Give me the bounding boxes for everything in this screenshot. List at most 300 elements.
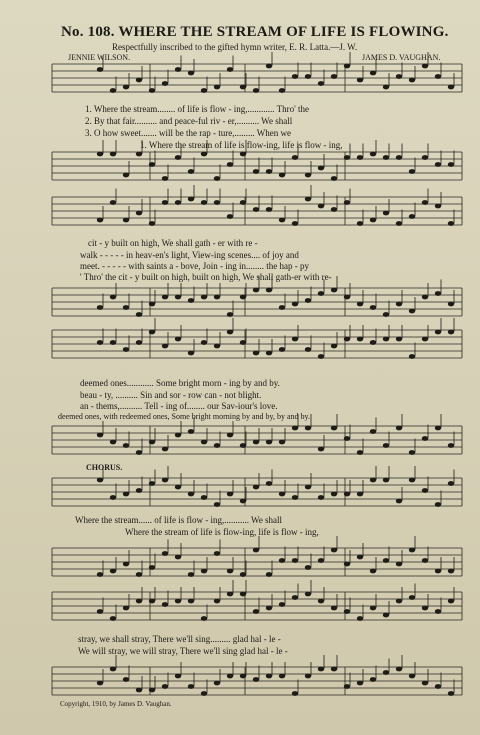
notehead bbox=[136, 572, 142, 577]
lyric-line: 1. Where the stream........ of life is flow - ing,............ Thro' the bbox=[85, 104, 309, 114]
notehead bbox=[175, 674, 181, 679]
notehead bbox=[279, 88, 285, 93]
notehead bbox=[227, 67, 233, 72]
notehead bbox=[201, 340, 207, 345]
notehead bbox=[266, 207, 272, 212]
notehead bbox=[188, 684, 194, 689]
dedication: Respectfully inscribed to the gifted hymn writer, E. R. Latta.—J. W. bbox=[112, 42, 358, 52]
notehead bbox=[136, 488, 142, 493]
notehead bbox=[279, 173, 285, 178]
lyric-line: walk - - - - - in heav-en's light, View-ing scenes.... of joy and bbox=[80, 250, 299, 260]
notehead bbox=[240, 499, 246, 504]
notehead bbox=[188, 71, 194, 76]
notehead bbox=[201, 440, 207, 445]
notehead bbox=[318, 166, 324, 171]
notehead bbox=[396, 599, 402, 604]
notehead bbox=[422, 155, 428, 160]
notehead bbox=[110, 495, 116, 500]
notehead bbox=[435, 162, 441, 167]
notehead bbox=[136, 340, 142, 345]
notehead bbox=[344, 436, 350, 441]
notehead bbox=[435, 684, 441, 689]
notehead bbox=[266, 572, 272, 577]
notehead bbox=[214, 599, 220, 604]
notehead bbox=[240, 295, 246, 300]
notehead bbox=[318, 447, 324, 452]
lyric-line: Where the stream...... of life is flow - ing,........... We shall bbox=[75, 515, 283, 525]
notehead bbox=[97, 152, 103, 157]
notehead bbox=[240, 572, 246, 577]
notehead bbox=[162, 478, 168, 483]
notehead bbox=[110, 440, 116, 445]
notehead bbox=[136, 312, 142, 317]
notehead bbox=[383, 443, 389, 448]
notehead bbox=[435, 330, 441, 335]
notehead bbox=[123, 492, 129, 497]
notehead bbox=[253, 485, 259, 490]
notehead bbox=[136, 211, 142, 216]
notehead bbox=[370, 429, 376, 434]
notehead bbox=[279, 492, 285, 497]
notehead bbox=[136, 152, 142, 157]
notehead bbox=[396, 667, 402, 672]
notehead bbox=[435, 502, 441, 507]
notehead bbox=[344, 492, 350, 497]
notehead bbox=[292, 74, 298, 79]
notehead bbox=[253, 288, 259, 293]
notehead bbox=[448, 481, 454, 486]
notehead bbox=[149, 302, 155, 307]
notehead bbox=[331, 548, 337, 553]
notehead bbox=[370, 606, 376, 611]
notehead bbox=[292, 302, 298, 307]
notehead bbox=[396, 74, 402, 79]
notehead bbox=[383, 312, 389, 317]
notehead bbox=[409, 214, 415, 219]
notehead bbox=[266, 288, 272, 293]
notehead bbox=[110, 152, 116, 157]
notehead bbox=[409, 78, 415, 83]
notehead bbox=[435, 569, 441, 574]
notehead bbox=[162, 176, 168, 181]
notehead bbox=[201, 152, 207, 157]
notehead bbox=[162, 81, 168, 86]
notehead bbox=[396, 562, 402, 567]
notehead bbox=[227, 214, 233, 219]
notehead bbox=[240, 592, 246, 597]
notehead bbox=[331, 606, 337, 611]
notehead bbox=[383, 670, 389, 675]
notehead bbox=[344, 295, 350, 300]
notehead bbox=[409, 595, 415, 600]
notehead bbox=[149, 162, 155, 167]
notehead bbox=[123, 85, 129, 90]
notehead bbox=[97, 218, 103, 223]
notehead bbox=[214, 502, 220, 507]
notehead bbox=[422, 200, 428, 205]
notehead bbox=[110, 569, 116, 574]
notehead bbox=[292, 337, 298, 342]
notehead bbox=[357, 616, 363, 621]
notehead bbox=[149, 599, 155, 604]
notehead bbox=[448, 302, 454, 307]
notehead bbox=[331, 176, 337, 181]
lyric-line: cit - y built on high, We shall gath - er with re - bbox=[88, 238, 258, 248]
notehead bbox=[344, 200, 350, 205]
notehead bbox=[331, 492, 337, 497]
notehead bbox=[162, 344, 168, 349]
notehead bbox=[357, 555, 363, 560]
notehead bbox=[357, 221, 363, 226]
notehead bbox=[253, 548, 259, 553]
notehead bbox=[149, 688, 155, 693]
notehead bbox=[422, 64, 428, 69]
notehead bbox=[110, 295, 116, 300]
notehead bbox=[188, 492, 194, 497]
notehead bbox=[357, 337, 363, 342]
notehead bbox=[149, 565, 155, 570]
notehead bbox=[305, 565, 311, 570]
notehead bbox=[396, 302, 402, 307]
notehead bbox=[175, 599, 181, 604]
notehead bbox=[383, 558, 389, 563]
notehead bbox=[201, 88, 207, 93]
notehead bbox=[383, 211, 389, 216]
notehead bbox=[370, 71, 376, 76]
notehead bbox=[201, 569, 207, 574]
notehead bbox=[448, 569, 454, 574]
notehead bbox=[240, 340, 246, 345]
notehead bbox=[305, 674, 311, 679]
notehead bbox=[214, 176, 220, 181]
notehead bbox=[227, 312, 233, 317]
notehead bbox=[227, 492, 233, 497]
notehead bbox=[409, 548, 415, 553]
notehead bbox=[110, 616, 116, 621]
notehead bbox=[318, 81, 324, 86]
notehead bbox=[188, 599, 194, 604]
notehead bbox=[357, 450, 363, 455]
notehead bbox=[396, 155, 402, 160]
notehead bbox=[435, 609, 441, 614]
notehead bbox=[123, 218, 129, 223]
notehead bbox=[409, 169, 415, 174]
notehead bbox=[318, 667, 324, 672]
notehead bbox=[149, 330, 155, 335]
notehead bbox=[110, 340, 116, 345]
notehead bbox=[227, 330, 233, 335]
lyric-line: 2. By that fair.......... and peace-ful riv - er,.......... We shall bbox=[85, 116, 293, 126]
notehead bbox=[318, 291, 324, 296]
notehead bbox=[123, 562, 129, 567]
notehead bbox=[422, 488, 428, 493]
notehead bbox=[331, 288, 337, 293]
notehead bbox=[422, 295, 428, 300]
lyric-line: meet. - - - - - with saints a - bove, Join - ing in........ the hap - py bbox=[80, 261, 309, 271]
notehead bbox=[357, 681, 363, 686]
notehead bbox=[318, 495, 324, 500]
notehead bbox=[266, 606, 272, 611]
notehead bbox=[175, 67, 181, 72]
notehead bbox=[162, 602, 168, 607]
notehead bbox=[214, 681, 220, 686]
notehead bbox=[305, 74, 311, 79]
notehead bbox=[175, 337, 181, 342]
notehead bbox=[422, 337, 428, 342]
notehead bbox=[175, 485, 181, 490]
notehead bbox=[448, 221, 454, 226]
notehead bbox=[331, 426, 337, 431]
notehead bbox=[344, 337, 350, 342]
lyric-line: an - thems,.......... Tell - ing of........ our Sav-iour's love. bbox=[80, 401, 278, 411]
notehead bbox=[292, 155, 298, 160]
notehead bbox=[435, 426, 441, 431]
notehead bbox=[136, 599, 142, 604]
notehead bbox=[136, 450, 142, 455]
poet-credit: JENNIE WILSON. bbox=[68, 53, 131, 62]
notehead bbox=[188, 197, 194, 202]
notehead bbox=[188, 572, 194, 577]
notehead bbox=[162, 200, 168, 205]
notehead bbox=[227, 433, 233, 438]
notehead bbox=[396, 499, 402, 504]
notehead bbox=[110, 667, 116, 672]
copyright-notice: Copyright, 1910, by James D. Vaughan. bbox=[60, 700, 172, 708]
notehead bbox=[227, 674, 233, 679]
notehead bbox=[227, 162, 233, 167]
notehead bbox=[383, 337, 389, 342]
notehead bbox=[240, 85, 246, 90]
notehead bbox=[422, 606, 428, 611]
lyric-line: ' Thro' the cit - y built on high, built on high, We shall gath-er with re- bbox=[80, 272, 332, 282]
notehead bbox=[149, 88, 155, 93]
notehead bbox=[240, 200, 246, 205]
notehead bbox=[292, 426, 298, 431]
notehead bbox=[357, 78, 363, 83]
notehead bbox=[149, 221, 155, 226]
notehead bbox=[370, 152, 376, 157]
notehead bbox=[318, 354, 324, 359]
notehead bbox=[383, 478, 389, 483]
notehead bbox=[292, 691, 298, 696]
notehead bbox=[175, 295, 181, 300]
notehead bbox=[370, 677, 376, 682]
notehead bbox=[409, 674, 415, 679]
notehead bbox=[175, 200, 181, 205]
lyric-line: Where the stream of life is flow-ing, life is flow - ing, bbox=[125, 527, 319, 537]
notehead bbox=[201, 295, 207, 300]
notehead bbox=[370, 569, 376, 574]
notehead bbox=[305, 298, 311, 303]
notehead bbox=[318, 599, 324, 604]
notehead bbox=[240, 674, 246, 679]
notehead bbox=[305, 347, 311, 352]
notehead bbox=[253, 169, 259, 174]
notehead bbox=[110, 88, 116, 93]
notehead bbox=[370, 340, 376, 345]
notehead bbox=[448, 85, 454, 90]
notehead bbox=[448, 443, 454, 448]
notehead bbox=[279, 440, 285, 445]
notehead bbox=[253, 440, 259, 445]
notehead bbox=[162, 447, 168, 452]
notehead bbox=[305, 173, 311, 178]
notehead bbox=[123, 173, 129, 178]
notehead bbox=[149, 440, 155, 445]
notehead bbox=[279, 347, 285, 352]
notehead bbox=[110, 200, 116, 205]
notehead bbox=[266, 169, 272, 174]
notehead bbox=[383, 613, 389, 618]
notehead bbox=[214, 200, 220, 205]
lyric-line: We will stray, we will stray, There we'll sing glad hal - le - bbox=[78, 646, 288, 656]
notehead bbox=[292, 221, 298, 226]
notehead bbox=[97, 340, 103, 345]
notehead bbox=[318, 558, 324, 563]
notehead bbox=[422, 558, 428, 563]
notehead bbox=[188, 351, 194, 356]
notehead bbox=[175, 555, 181, 560]
notehead bbox=[396, 337, 402, 342]
notehead bbox=[227, 592, 233, 597]
notehead bbox=[266, 64, 272, 69]
composer-credit: JAMES D. VAUGHAN. bbox=[362, 53, 441, 62]
notehead bbox=[97, 433, 103, 438]
notehead bbox=[331, 207, 337, 212]
lyric-line: deemed ones............ Some bright morn - ing by and by. bbox=[80, 378, 280, 388]
notehead bbox=[97, 478, 103, 483]
notehead bbox=[253, 609, 259, 614]
notehead bbox=[370, 218, 376, 223]
notehead bbox=[214, 295, 220, 300]
notehead bbox=[214, 443, 220, 448]
notehead bbox=[305, 197, 311, 202]
notehead bbox=[344, 609, 350, 614]
lyric-line: deemed ones, with redeemed ones, Some bright morning by and by, by and by. bbox=[58, 412, 311, 421]
notehead bbox=[214, 85, 220, 90]
notehead bbox=[123, 305, 129, 310]
notehead bbox=[318, 204, 324, 209]
notehead bbox=[279, 218, 285, 223]
notehead bbox=[188, 298, 194, 303]
notehead bbox=[201, 495, 207, 500]
notehead bbox=[279, 305, 285, 310]
notehead bbox=[409, 478, 415, 483]
notehead bbox=[448, 330, 454, 335]
notehead bbox=[214, 344, 220, 349]
hymn-title: No. 108. WHERE THE STREAM OF LIFE IS FLOWING. bbox=[61, 24, 449, 40]
notehead bbox=[162, 684, 168, 689]
notehead bbox=[266, 481, 272, 486]
lyric-line: 1. Where the stream of life is flow-ing, life is flow - ing, bbox=[140, 140, 343, 150]
notehead bbox=[279, 674, 285, 679]
notehead bbox=[370, 305, 376, 310]
notehead bbox=[448, 599, 454, 604]
notehead bbox=[123, 347, 129, 352]
notehead bbox=[331, 74, 337, 79]
notehead bbox=[97, 572, 103, 577]
notehead bbox=[344, 64, 350, 69]
notehead bbox=[331, 667, 337, 672]
notehead bbox=[188, 169, 194, 174]
notehead bbox=[97, 609, 103, 614]
lyric-line: beau - ty, .......... Sin and sor - row can - not blight. bbox=[80, 390, 262, 400]
notehead bbox=[331, 344, 337, 349]
notehead bbox=[227, 569, 233, 574]
notehead bbox=[175, 433, 181, 438]
notehead bbox=[123, 677, 129, 682]
notehead bbox=[344, 155, 350, 160]
notehead bbox=[292, 558, 298, 563]
notehead bbox=[370, 478, 376, 483]
notehead bbox=[344, 562, 350, 567]
notehead bbox=[279, 602, 285, 607]
notehead bbox=[292, 595, 298, 600]
notehead bbox=[435, 74, 441, 79]
notehead bbox=[344, 684, 350, 689]
notehead bbox=[305, 426, 311, 431]
notehead bbox=[305, 485, 311, 490]
notehead bbox=[123, 606, 129, 611]
notehead bbox=[162, 295, 168, 300]
notehead bbox=[97, 305, 103, 310]
notehead bbox=[409, 354, 415, 359]
notehead bbox=[188, 429, 194, 434]
notehead bbox=[136, 688, 142, 693]
notehead bbox=[357, 492, 363, 497]
notehead bbox=[201, 200, 207, 205]
notehead bbox=[422, 436, 428, 441]
notehead bbox=[162, 551, 168, 556]
chorus-label: CHORUS. bbox=[86, 463, 123, 472]
notehead bbox=[240, 443, 246, 448]
notehead bbox=[422, 681, 428, 686]
notehead bbox=[396, 221, 402, 226]
notehead bbox=[409, 450, 415, 455]
notehead bbox=[448, 162, 454, 167]
lyric-line: 3. O how sweet....... will be the rap - ture,......... When we bbox=[85, 128, 292, 138]
notehead bbox=[448, 691, 454, 696]
notehead bbox=[149, 481, 155, 486]
notehead bbox=[435, 204, 441, 209]
notehead bbox=[97, 67, 103, 72]
notehead bbox=[435, 291, 441, 296]
notehead bbox=[266, 674, 272, 679]
notehead bbox=[279, 558, 285, 563]
notehead bbox=[214, 551, 220, 556]
notehead bbox=[136, 78, 142, 83]
notehead bbox=[253, 207, 259, 212]
notehead bbox=[201, 691, 207, 696]
notehead bbox=[240, 152, 246, 157]
notehead bbox=[396, 426, 402, 431]
notehead bbox=[292, 495, 298, 500]
lyric-line: stray, we shall stray, There we'll sing......... glad hal - le - bbox=[78, 634, 281, 644]
notehead bbox=[253, 677, 259, 682]
notehead bbox=[383, 85, 389, 90]
notehead bbox=[201, 616, 207, 621]
notehead bbox=[357, 302, 363, 307]
notehead bbox=[253, 88, 259, 93]
notehead bbox=[409, 309, 415, 314]
notehead bbox=[123, 443, 129, 448]
notehead bbox=[357, 155, 363, 160]
notehead bbox=[383, 155, 389, 160]
notehead bbox=[175, 155, 181, 160]
notehead bbox=[97, 681, 103, 686]
notehead bbox=[266, 351, 272, 356]
notehead bbox=[253, 351, 259, 356]
